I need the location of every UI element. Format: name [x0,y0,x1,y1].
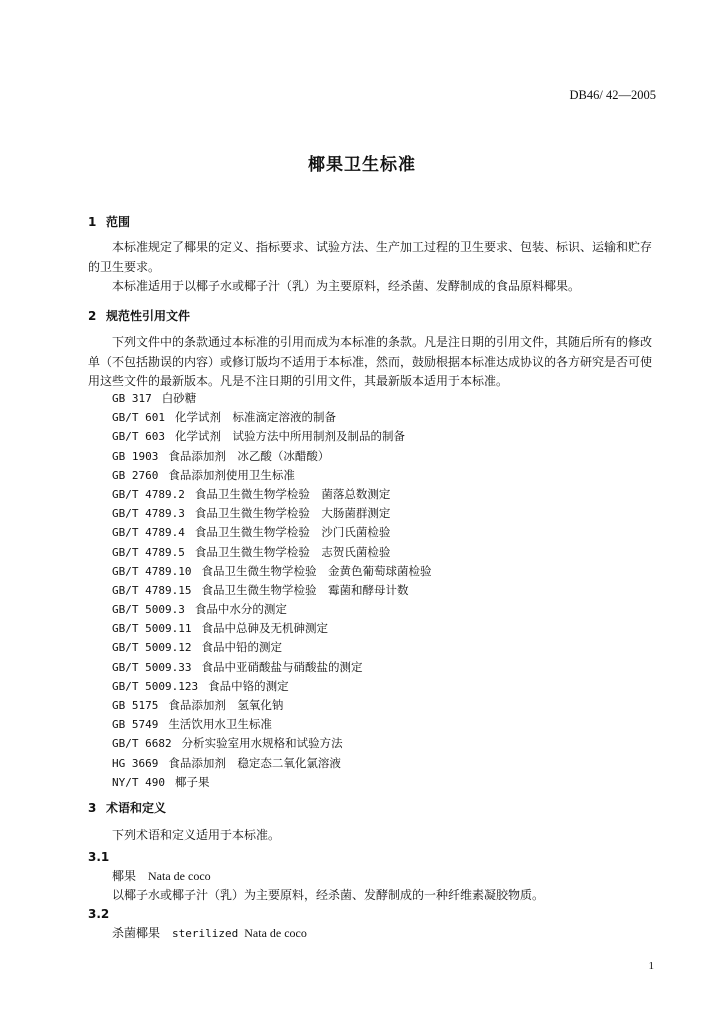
reference-name: 生活饮用水卫生标准 [168,717,272,732]
reference-code: GB/T 5009.3 [112,603,185,617]
reference-item [112,619,431,638]
reference-name: 食品卫生微生物学检验 志贺氏菌检验 [194,544,391,559]
reference-name: 化学试剂 试验方法中所用制剂及制品的制备 [174,429,405,444]
reference-name: 食品卫生微生物学检验 菌落总数测定 [194,486,391,501]
reference-name: 食品中总砷及无机砷测定 [201,621,328,636]
reference-item [112,581,431,600]
reference-code: GB 1903 [112,449,159,463]
scope-paragraph-2: 本标准适用于以椰子水或椰子汁（乳）为主要原料，经杀菌、发酵制成的食品原料椰果。 [112,279,581,293]
reference-item [112,543,431,562]
page-number: 1 [648,960,654,972]
reference-item [112,658,431,677]
reference-item [112,600,431,619]
term-heading [112,867,211,884]
reference-name: 食品中铬的测定 [208,678,289,693]
term-number: 3.2 [88,907,110,921]
term-heading [112,924,307,941]
reference-item [112,638,431,657]
reference-item [112,447,431,466]
standard-code: DB46/ 42—2005 [569,88,656,102]
reference-code: HG 3669 [112,756,159,770]
reference-item [112,696,431,715]
reference-item [112,427,431,446]
reference-code: GB 317 [112,392,152,405]
page-title: 椰果卫生标准 [308,155,416,175]
reference-item [112,734,431,753]
reference-item [112,773,431,792]
section-number: 1 [88,215,97,229]
reference-item [112,389,431,408]
reference-name: 食品中亚硝酸盐与硝酸盐的测定 [201,659,363,674]
reference-name: 食品中铅的测定 [201,640,282,655]
reference-name: 食品卫生微生物学检验 金黄色葡萄球菌检验 [201,563,432,578]
section-heading-terms [88,799,166,816]
section-title: 范围 [106,215,131,229]
reference-name: 化学试剂 标准滴定溶液的制备 [174,410,336,425]
reference-item [112,562,431,581]
reference-name: 白砂糖 [161,391,197,405]
reference-code: GB/T 4789.15 [112,583,192,597]
reference-code: NY/T 490 [112,775,165,789]
reference-code: GB/T 603 [112,430,165,444]
section-heading-normative [88,307,190,324]
terms-intro: 下列术语和定义适用于本标准。 [112,828,281,842]
term-chinese: 椰果 [112,869,137,883]
reference-code: GB/T 4789.10 [112,564,192,578]
term-english-prefix: sterilized [172,927,239,940]
reference-code: GB/T 601 [112,411,165,425]
reference-item [112,504,431,523]
normative-intro-paragraph: 下列文件中的条款通过本标准的引用而成为本标准的条款。凡是注日期的引用文件，其随后所有的修改单（不包括勘误的内容）或修订版均不适用于本标准，然而，鼓励根据本标准达成协议的各方研究是否可使用这些文件的最新版本。凡是不注日期的引用文件，其最新版本适用于本标准。 [88,335,653,388]
reference-item [112,754,431,773]
reference-item [112,408,431,427]
section-title: 规范性引用文件 [106,309,191,323]
reference-name: 椰子果 [174,774,210,789]
reference-code: GB 5175 [112,699,159,712]
reference-code: GB/T 4789.5 [112,545,185,559]
reference-code: GB 5749 [112,718,159,732]
term-english: Nata de coco [244,926,307,940]
term-number: 3.1 [88,850,110,864]
reference-code: GB 2760 [112,468,159,482]
reference-name: 食品添加剂 稳定态二氧化氯溶液 [168,755,341,770]
reference-code: GB/T 4789.3 [112,507,185,521]
reference-item [112,715,431,734]
reference-item [112,466,431,485]
reference-name: 食品卫生微生物学检验 大肠菌群测定 [194,506,391,521]
section-number: 2 [88,309,97,323]
term-english: Nata de coco [148,869,211,883]
reference-name: 分析实验室用水规格和试验方法 [181,736,343,751]
reference-item [112,485,431,504]
term-definition: 以椰子水或椰子汁（乳）为主要原料，经杀菌、发酵制成的一种纤维素凝胶物质。 [112,888,545,902]
reference-list [112,389,431,792]
term-chinese: 杀菌椰果 [112,926,161,940]
section-heading-scope [88,213,130,230]
reference-name: 食品添加剂 氢氧化钠 [168,698,284,712]
reference-name: 食品添加剂使用卫生标准 [168,467,295,482]
section-number: 3 [88,801,97,815]
section-title: 术语和定义 [106,801,167,815]
reference-item [112,677,431,696]
reference-name: 食品中水分的测定 [194,602,287,617]
reference-item [112,523,431,542]
reference-name: 食品卫生微生物学检验 霉菌和酵母计数 [201,582,409,597]
reference-name: 食品卫生微生物学检验 沙门氏菌检验 [194,525,391,540]
reference-code: GB/T 5009.123 [112,679,199,693]
reference-code: GB/T 5009.12 [112,641,192,655]
reference-code: GB/T 4789.4 [112,526,185,540]
reference-name: 食品添加剂 冰乙酸（冰醋酸） [168,448,330,463]
reference-code: GB/T 4789.2 [112,487,185,501]
reference-code: GB/T 5009.33 [112,660,192,674]
scope-paragraph-1: 本标准规定了椰果的定义、指标要求、试验方法、生产加工过程的卫生要求、包装、标识、运输和贮存的卫生要求。 [88,240,653,274]
reference-code: GB/T 6682 [112,737,172,751]
reference-code: GB/T 5009.11 [112,622,192,636]
